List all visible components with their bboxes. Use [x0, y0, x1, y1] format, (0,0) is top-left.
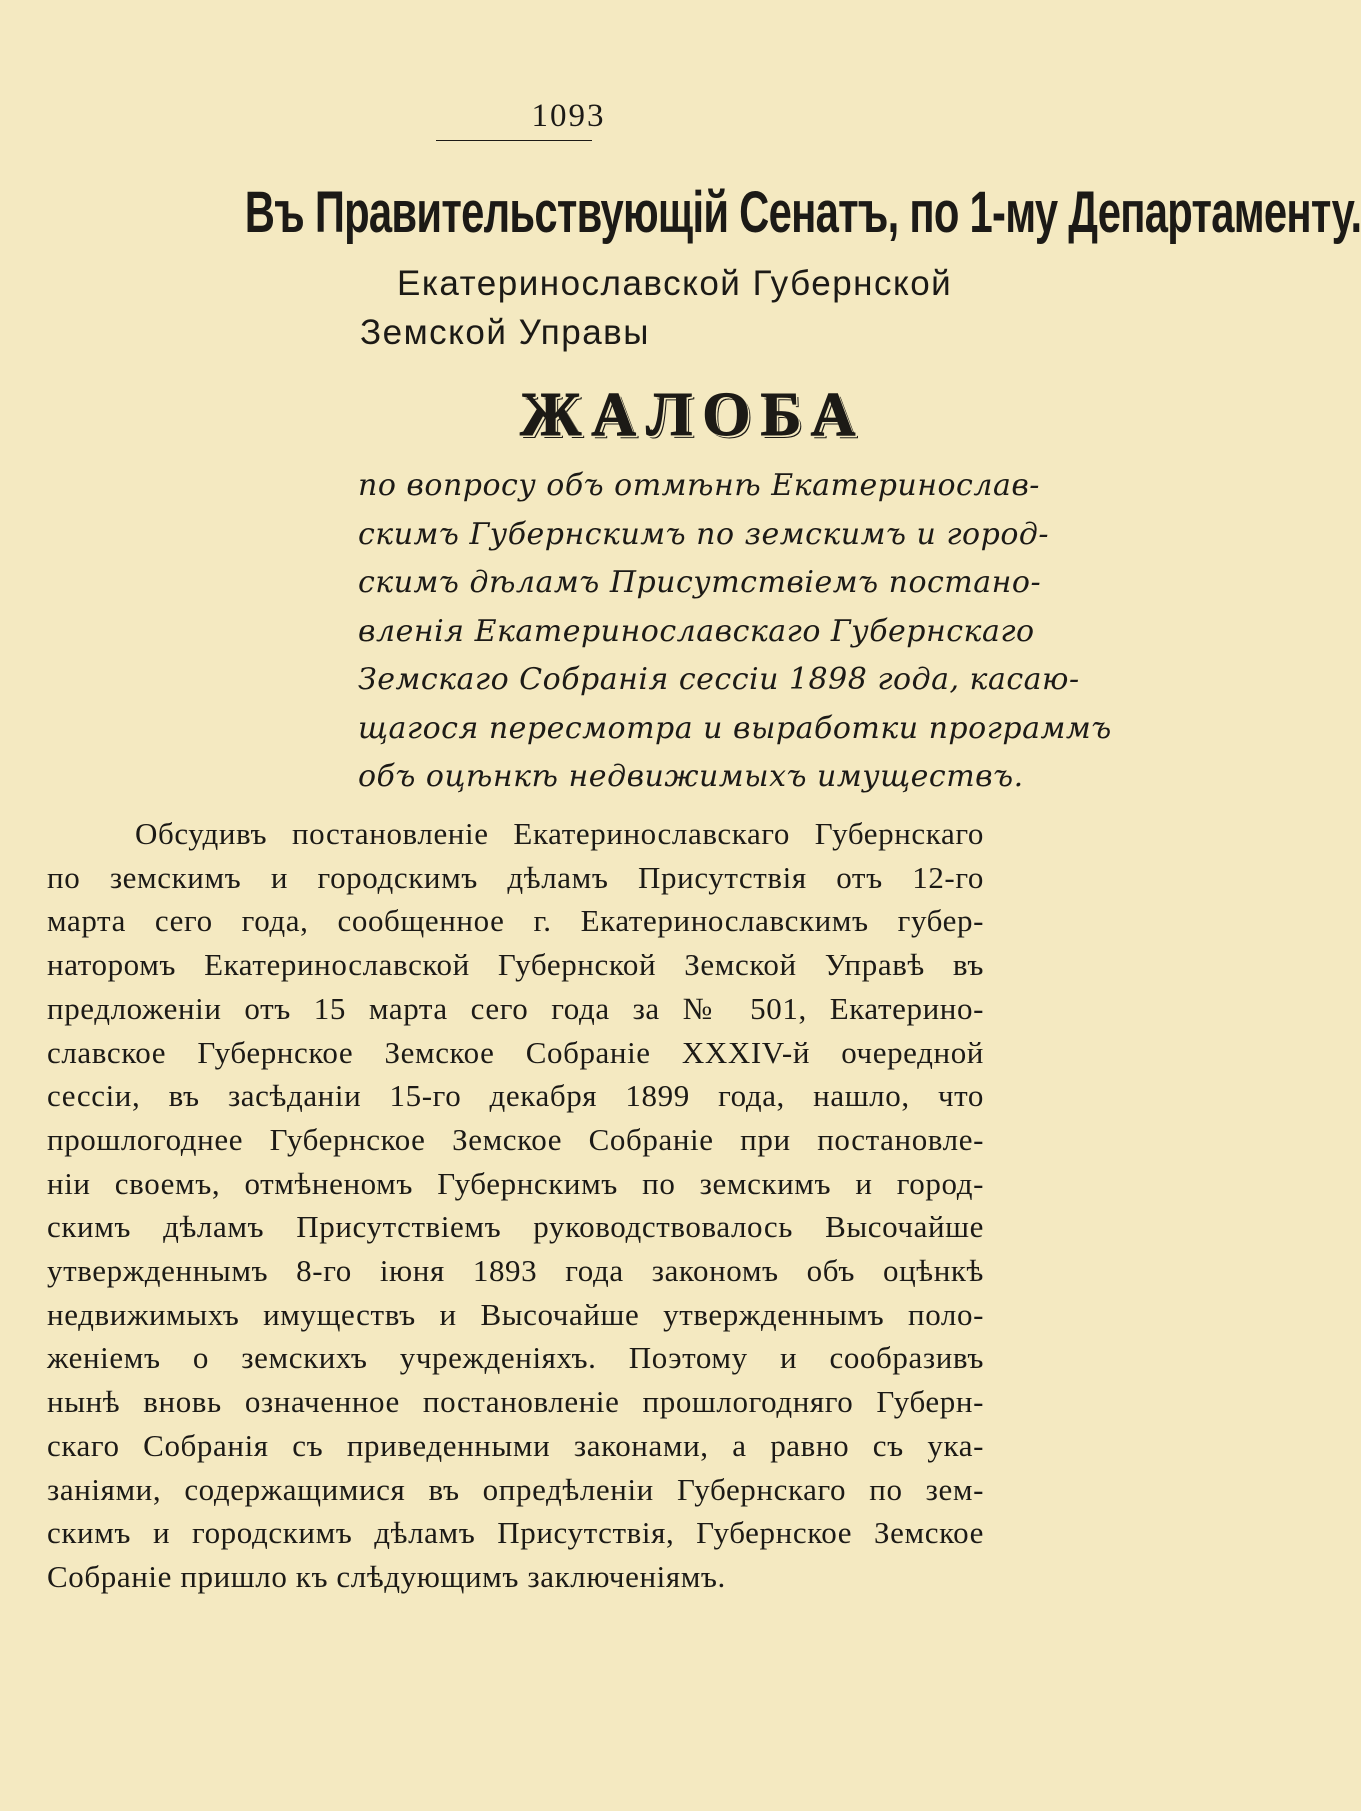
body-line: скимъ и городскимъ дѣламъ Присутствія, Губернское Земское [47, 1515, 984, 1551]
summary-line: вленія Екатеринославскаго Губернскаго [358, 613, 1035, 649]
body-line: по земскимъ и городскимъ дѣламъ Присутствія отъ 12-го [47, 859, 984, 895]
body-line: ніи своемъ, отмѣненомъ Губернскимъ по земскимъ и город- [47, 1165, 984, 1201]
page-number: 1093 [531, 98, 606, 134]
body-line: сессіи, въ засѣданіи 15-го декабря 1899 года, нашло, что [47, 1078, 984, 1114]
summary-line: скимъ дѣламъ Присутствіемъ постано- [358, 565, 1042, 600]
summary-line: по вопросу объ отмѣнѣ Екатеринослав- [358, 468, 1040, 503]
body-line: женіемъ о земскихъ учрежденіяхъ. Поэтому и сообразивъ [47, 1340, 984, 1376]
body-line: предложеніи отъ 15 марта сего года за № 501, Екатерино- [47, 990, 984, 1026]
subheading-line-2: Земской Управы [360, 313, 650, 352]
body-paragraph [47, 812, 984, 1599]
body-line: утвержденнымъ 8-го іюня 1893 года закономъ объ оцѣнкѣ [47, 1253, 984, 1289]
summary-line: щагося пересмотра и выработки программъ [358, 710, 1112, 746]
body-line: недвижимыхъ имуществъ и Высочайше утвержденнымъ поло- [47, 1296, 984, 1332]
summary-line: объ оцѣнкѣ недвижимыхъ имуществъ. [358, 759, 1024, 794]
body-line: Собраніе пришло къ слѣдующимъ заключеніямъ. [47, 1558, 726, 1594]
body-line: нынѣ вновь означенное постановленіе прошлогодняго Губерн- [47, 1384, 984, 1420]
body-line: Обсудивъ постановленіе Екатеринославскаго Губернскаго [135, 816, 984, 851]
summary-line: Земскаго Собранія сессіи 1898 года, касаю- [358, 662, 1080, 697]
body-line: славское Губернское Земское Собраніе XXXIV-й очередной [47, 1034, 984, 1070]
page-number-rule [436, 140, 592, 141]
heading: Въ Правительствующій Сенатъ, по 1-му Департаменту. [244, 180, 1361, 245]
summary-paragraph [358, 462, 1112, 802]
body-line: марта сего года, сообщенное г. Екатеринославскимъ губер- [47, 903, 984, 939]
body-line: скимъ дѣламъ Присутствіемъ руководствовалось Высочайше [47, 1209, 984, 1245]
subheading-line-1: Екатеринославской Губернской [397, 264, 953, 303]
body-line: наторомъ Екатеринославской Губернской Земской Управѣ въ [47, 947, 984, 983]
document-title: ЖАЛОБА [520, 381, 866, 449]
body-line: заніями, содержащимися въ опредѣленіи Губернскаго по зем- [47, 1471, 984, 1507]
summary-line: скимъ Губернскимъ по земскимъ и город- [358, 516, 1050, 552]
body-line: прошлогоднее Губернское Земское Собраніе при постановле- [47, 1121, 984, 1157]
body-line: скаго Собранія съ приведенными законами, а равно съ ука- [47, 1427, 984, 1463]
